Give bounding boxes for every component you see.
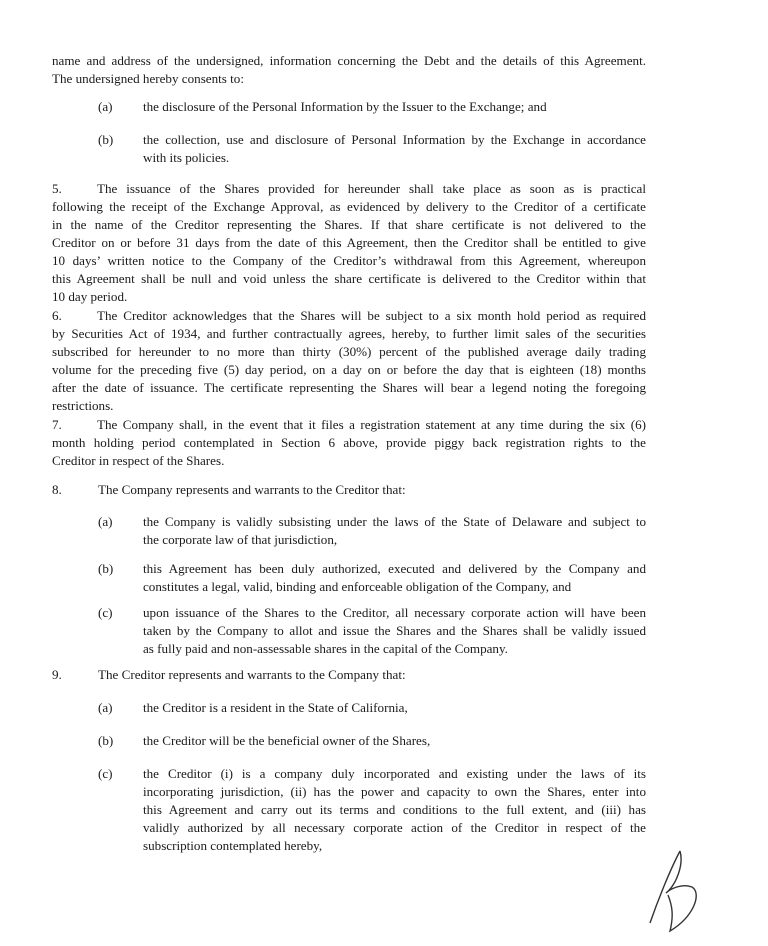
intro-item-a: the disclosure of the Personal Information by the Issuer to the Exchange; and (143, 99, 547, 114)
item-label: (b) (98, 733, 114, 748)
handwritten-initials-icon (640, 845, 720, 940)
section-9-heading: The Creditor represents and warrants to the Company that: (98, 667, 406, 682)
section-8-item-b: this Agreement has been duly authorized, executed and delivered by the Company and constitutes a legal, valid, binding and enforceable obligation of the Company, and (143, 561, 646, 594)
section-number: 5. (52, 181, 62, 196)
intro-item-b: the collection, use and disclosure of Personal Information by the Exchange in accordance with its policies. (143, 132, 646, 165)
section-8-item-a: the Company is validly subsisting under the laws of the State of Delaware and subject to the corporate law of that jurisdiction, (143, 514, 646, 547)
section-5: 5. The issuance of the Shares provided for hereunder shall take place as soon as is practical following the receipt of the Exchange Approval, as evidenced by delivery to the Creditor of a certificate in the name of the Creditor representing the Shares. If that share certificate is not delivered to the Creditor on or before 31 days from the date of this Agreement, then the Creditor shall be entitled to give 10 days’ written notice to the Company of the Creditor’s withdrawal from this Agreement, whereupon this Agreement shall be null and void unless the share certificate is delivered to the Creditor within that 10 day period. (52, 181, 646, 304)
section-9-item-c: the Creditor (i) is a company duly incorporated and existing under the laws of its incorporating jurisdiction, (ii) has the power and capacity to own the Shares, enter into this Agreement and carry out its terms and conditions to the full extent, and (iii) has validly authorized by all necessary corporate action of the Creditor in respect of the subscription contemplated hereby, (143, 766, 646, 853)
intro-paragraph: name and address of the undersigned, information concerning the Debt and the details of this Agreement. The undersigned hereby consents to: (52, 53, 646, 86)
section-number: 8. (52, 482, 62, 497)
item-label: (a) (98, 700, 113, 715)
section-number: 9. (52, 667, 62, 682)
section-6: 6. The Creditor acknowledges that the Shares will be subject to a six month hold period as required by Securities Act of 1934, and further contractually agrees, hereby, to further limit sales of the securities subscribed for hereunder to no more than thirty (30%) percent of the published average daily trading volume for the preceding five (5) day period, on a day on or before the day that is eighteen (18) months after the date of issuance. The certificate representing the Shares will bear a legend noting the foregoing restrictions. (52, 308, 646, 413)
section-8-item-c: upon issuance of the Shares to the Creditor, all necessary corporate action will have been taken by the Company to allot and issue the Shares and the Shares shall be validly issued as fully paid and non-assessable shares in the capital of the Company. (143, 605, 646, 656)
section-8-heading: The Company represents and warrants to the Creditor that: (98, 482, 406, 497)
intro-item-label: (a) (98, 99, 113, 114)
item-label: (b) (98, 561, 114, 576)
item-label: (c) (98, 766, 113, 781)
section-9-item-a: the Creditor is a resident in the State of California, (143, 700, 408, 715)
section-9-item-b: the Creditor will be the beneficial owner of the Shares, (143, 733, 431, 748)
section-7: 7. The Company shall, in the event that it files a registration statement at any time during the six (6) month holding period contemplated in Section 6 above, provide piggy back registration rights to the Creditor in respect of the Shares. (52, 417, 646, 468)
item-label: (a) (98, 514, 113, 529)
intro-item-label: (b) (98, 132, 114, 147)
item-label: (c) (98, 605, 113, 620)
section-number: 7. (52, 417, 62, 432)
section-number: 6. (52, 308, 62, 323)
